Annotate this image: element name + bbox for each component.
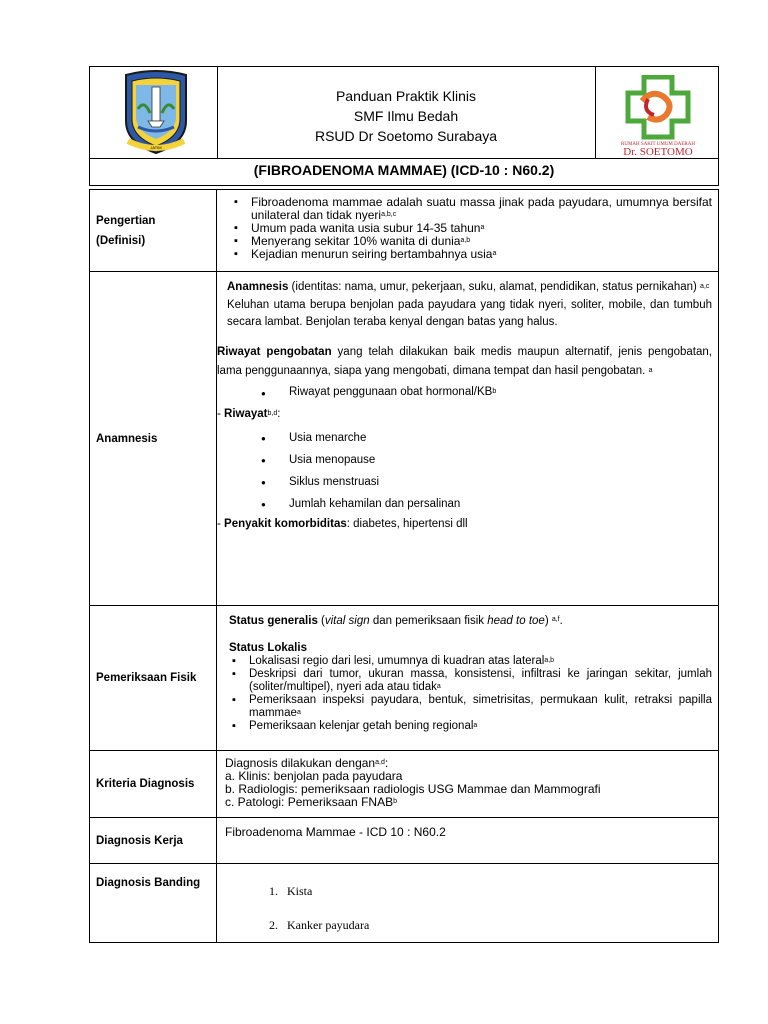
- row-kriteria-diagnosis: [90, 751, 719, 818]
- header-title-block: [219, 86, 593, 146]
- banding-item: 2. Kanker payudara: [269, 918, 370, 932]
- row-pemeriksaan-fisik: [90, 606, 719, 751]
- row-anamnesis: [90, 272, 719, 606]
- pengertian-item: ▪ Kejadian menurun seiring bertambahnya usia$^a$: [251, 248, 712, 261]
- header-title-line3: RSUD Dr Soetomo Surabaya: [314, 128, 498, 144]
- kriteria-radiologis: b. Radiologis: pemeriksaan radiologis USG Mammae dan Mammografi: [225, 782, 601, 796]
- label-kriteria-diagnosis: Kriteria Diagnosis: [96, 778, 195, 790]
- east-java-emblem-logo: [118, 69, 194, 155]
- riwayat-pengobatan: Riwayat pengobatan yang telah dilakukan baik medis maupun alternatif, jenis pengobatan, lama penggunaannya, siapa yang mengobati, dimana tempat dan hasil pengobatan. $^a$: [217, 346, 712, 377]
- label-diagnosis-kerja: Diagnosis Kerja: [96, 834, 183, 847]
- banding-item: 1. Kista: [269, 884, 313, 898]
- status-lokalis-heading: Status Lokalis: [229, 642, 307, 654]
- kriteria-intro: Diagnosis dilakukan dengan$^{a,d}$:: [225, 756, 389, 770]
- pengertian-item: ▪ Umum pada wanita usia subur 14-35 tahun$^a$: [251, 222, 712, 235]
- ppk-table: [89, 189, 719, 943]
- content-pemeriksaan: [217, 606, 719, 751]
- logo-text-line1: RUMAH SAKIT UMUM DAERAH: [621, 142, 695, 147]
- label-pemeriksaan-fisik: Pemeriksaan Fisik: [96, 672, 197, 684]
- riwayat-list: [223, 427, 712, 515]
- row-diagnosis-kerja: [90, 818, 719, 864]
- label-diagnosis-banding: Diagnosis Banding: [96, 877, 201, 889]
- lokalis-item: ▪ Pemeriksaan inspeksi payudara, bentuk, simetrisitas, permukaan kulit, retraksi papilla mammae$^a$: [249, 694, 712, 720]
- riwayat-item: ● Jumlah kehamilan dan persalinan: [289, 493, 712, 515]
- lokalis-item: ▪ Lokalisasi regio dari lesi, umumnya di kuadran atas lateral$^{a,b}$: [249, 655, 712, 668]
- header-divider-bottom: [90, 158, 718, 159]
- pengertian-item: ▪ Fibroadenoma mammae adalah suatu massa jinak pada payudara, umumnya bersifat unilateral dan tidak nyeri$^{a,b,c}$: [251, 196, 712, 222]
- label-pengertian: Pengertian: [96, 214, 156, 227]
- riwayat-heading: - Riwayat$^{b,d}$:: [217, 408, 281, 420]
- lokalis-item: ▪ Deskripsi dari tumor, ukuran massa, konsistensi, infiltrasi ke jaringan sekitar, jumlah (soliter/multipel), nyeri ada atau tidak$^a$: [249, 668, 712, 694]
- label-cell-kriteria: [90, 751, 217, 818]
- label-anamnesis: Anamnesis: [96, 432, 158, 445]
- pengertian-list: [223, 196, 712, 261]
- content-diagnosis-banding: [217, 864, 719, 943]
- kriteria-klinis: a. Klinis: benjolan pada payudara: [225, 769, 403, 783]
- header-divider-left: [217, 67, 218, 158]
- diagnosis-kerja-text: Fibroadenoma Mammae - ICD 10 : N60.2: [225, 825, 446, 839]
- header-divider-right: [595, 67, 596, 158]
- logo-text-line2: Dr. SOETOMO: [623, 146, 693, 157]
- label-cell-pengertian: [90, 190, 217, 272]
- header-box: [89, 66, 719, 186]
- rsud-soetomo-logo: [608, 75, 708, 157]
- komorbiditas: - Penyakit komorbiditas: diabetes, hipertensi dll: [217, 518, 468, 530]
- content-diagnosis-kerja: [217, 818, 719, 864]
- pengertian-item: ▪ Menyerang sekitar 10% wanita di dunia$^{a,b}$: [251, 235, 712, 248]
- kriteria-patologi: c. Patologi: Pemeriksaan FNAB$^b$: [225, 795, 397, 809]
- anamnesis-identitas: Anamnesis (identitas: nama, umur, pekerjaan, suku, alamat, pendidikan, status pernikahan) $^{a,c}$: [227, 281, 710, 293]
- content-anamnesis: [217, 272, 719, 606]
- label-cell-pemeriksaan: [90, 606, 217, 751]
- label-cell-diagnosis-kerja: [90, 818, 217, 864]
- row-diagnosis-banding: [90, 864, 719, 943]
- riwayat-item: ● Usia menarche: [289, 427, 712, 449]
- row-pengertian: [90, 190, 719, 272]
- header-title-line1: Panduan Praktik Klinis: [335, 88, 477, 104]
- header-title-line2: SMF Ilmu Bedah: [353, 108, 459, 124]
- emblem-ribbon-text: JATIM: [150, 145, 162, 150]
- status-generalis: Status generalis (vital sign dan pemeriksaan fisik head to toe) $^{a,f}$.: [229, 615, 563, 627]
- riwayat-item: ● Siklus menstruasi: [289, 471, 712, 493]
- riwayat-item: ● Usia menopause: [289, 449, 712, 471]
- document-topic: (FIBROADENOMA MAMMAE) (ICD-10 : N60.2): [253, 162, 555, 178]
- label-definisi: (Definisi): [96, 234, 146, 247]
- label-cell-diagnosis-banding: [90, 864, 217, 943]
- label-cell-anamnesis: [90, 272, 217, 606]
- status-lokalis-list: [223, 655, 712, 733]
- content-pengertian: [217, 190, 719, 272]
- content-kriteria: [217, 751, 719, 818]
- anamnesis-keluhan: Keluhan utama berupa benjolan pada payudara yang tidak nyeri, soliter, mobile, dan tumbuh secara lambat. Benjolan teraba kenyal dengan batas yang halus.: [227, 299, 712, 328]
- lokalis-item: ▪ Pemeriksaan kelenjar getah bening regional$^a$: [249, 720, 712, 733]
- obat-item: ● Riwayat penggunaan obat hormonal/$KB^b$: [289, 383, 712, 402]
- obat-list: [223, 383, 712, 402]
